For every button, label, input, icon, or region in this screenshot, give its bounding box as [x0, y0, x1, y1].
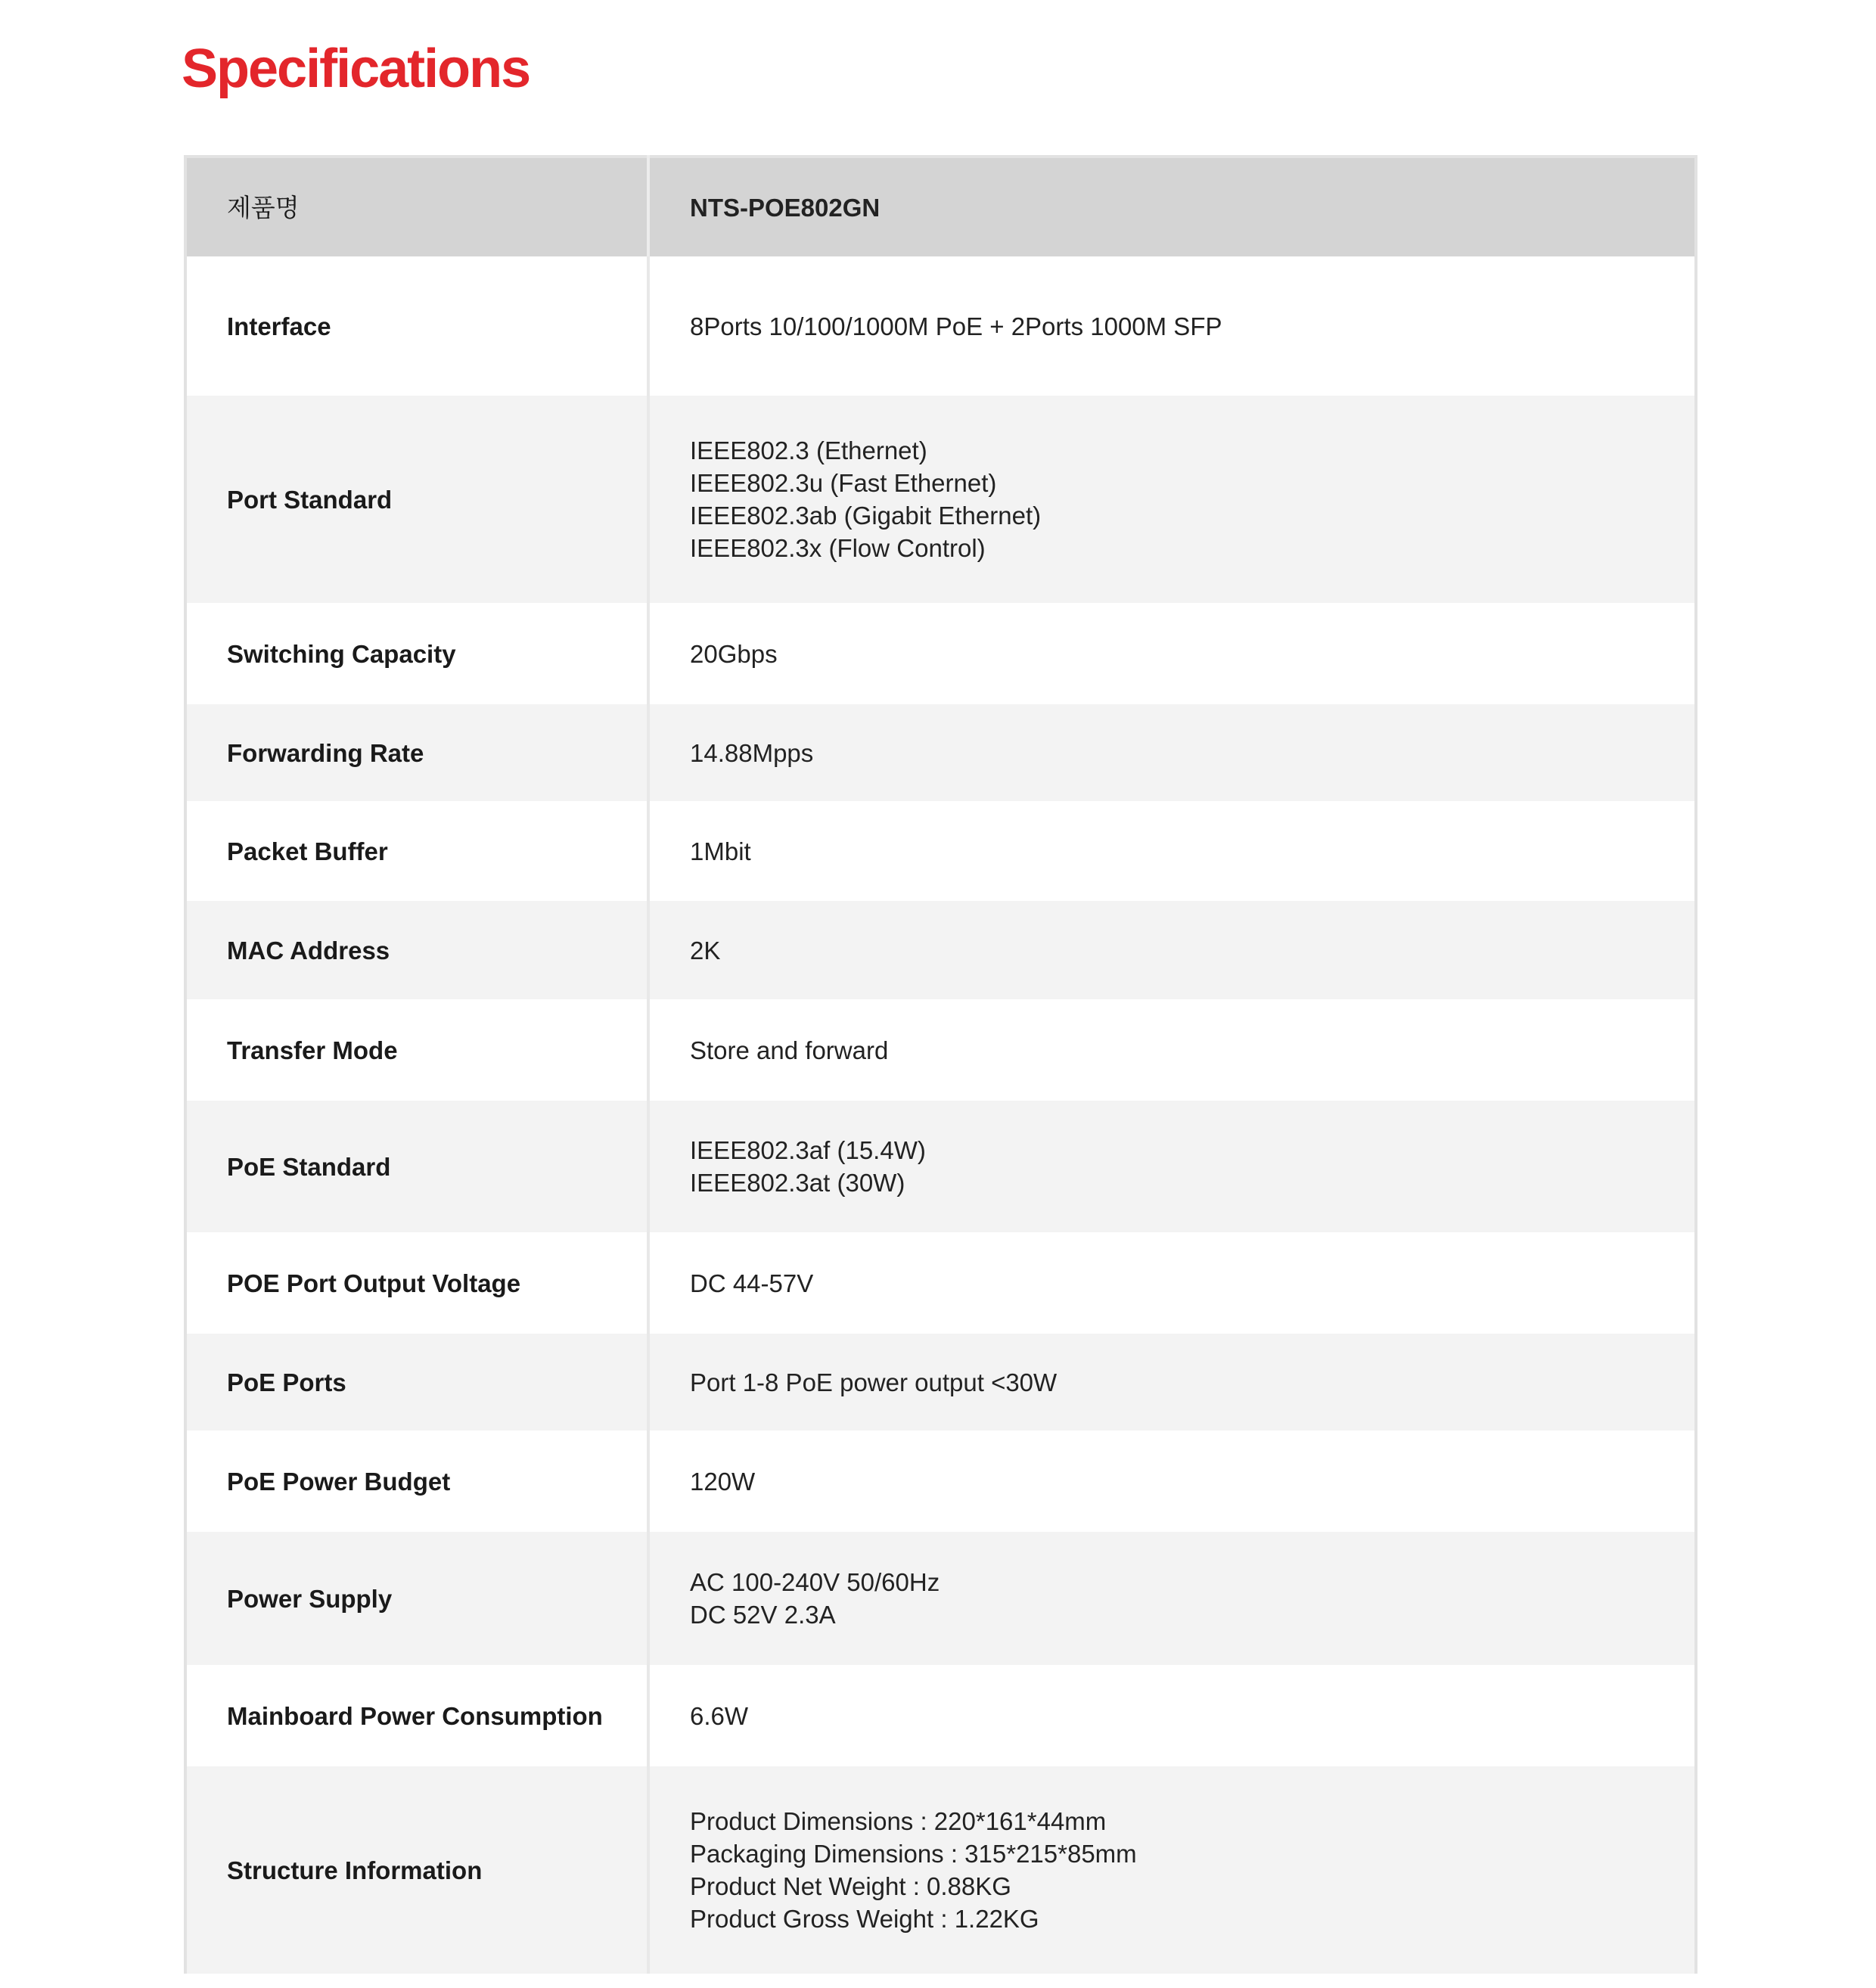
row-label: POE Port Output Voltage: [185, 1232, 648, 1334]
row-value: [648, 999, 1696, 1101]
table-row: [185, 1766, 1696, 1974]
table-row: [185, 256, 1696, 396]
row-value-line: IEEE802.3 (Ethernet): [690, 436, 927, 464]
table-row: [185, 1665, 1696, 1766]
table-row: [185, 801, 1696, 901]
row-value-line: Packaging Dimensions : 315*215*85mm: [690, 1840, 1137, 1868]
row-label: Port Standard: [185, 396, 648, 603]
table-row: [185, 704, 1696, 801]
table-header-row: [185, 157, 1696, 256]
row-label: Transfer Mode: [185, 999, 648, 1101]
row-value-line: AC 100-240V 50/60Hz: [690, 1568, 940, 1596]
row-label: PoE Ports: [185, 1334, 648, 1430]
row-value: [648, 1334, 1696, 1430]
header-label: 제품명: [185, 157, 648, 256]
row-value-line: DC 44-57V: [690, 1269, 814, 1297]
page-title: Specifications: [182, 39, 530, 99]
row-value: [648, 704, 1696, 801]
table-row: [185, 999, 1696, 1101]
table-row: [185, 1232, 1696, 1334]
row-value-line: IEEE802.3ab (Gigabit Ethernet): [690, 502, 1042, 530]
row-value: [648, 396, 1696, 603]
row-label: MAC Address: [185, 901, 648, 999]
table-row: [185, 603, 1696, 704]
row-value-line: 1Mbit: [690, 837, 751, 865]
header-model-value: NTS-POE802GN: [648, 157, 1696, 256]
row-value: [648, 1532, 1696, 1665]
row-label: Power Supply: [185, 1532, 648, 1665]
row-label: Switching Capacity: [185, 603, 648, 704]
row-label: PoE Standard: [185, 1101, 648, 1232]
row-value-line: 2K: [690, 936, 721, 964]
table-row: [185, 396, 1696, 603]
row-value: [648, 603, 1696, 704]
row-value-line: 8Ports 10/100/1000M PoE + 2Ports 1000M SFP: [690, 312, 1222, 340]
row-value-line: Port 1-8 PoE power output <30W: [690, 1368, 1058, 1396]
row-value-line: Product Dimensions : 220*161*44mm: [690, 1807, 1107, 1835]
row-value: [648, 1232, 1696, 1334]
row-value-line: IEEE802.3at (30W): [690, 1169, 905, 1197]
row-label: Interface: [185, 256, 648, 396]
row-value: [648, 1766, 1696, 1974]
table-row: [185, 1101, 1696, 1232]
row-label: Packet Buffer: [185, 801, 648, 901]
row-value-line: Store and forward: [690, 1036, 889, 1064]
row-value-line: IEEE802.3af (15.4W): [690, 1136, 926, 1164]
specifications-table-body: [185, 157, 1696, 1974]
row-value: [648, 1665, 1696, 1766]
table-row: [185, 1334, 1696, 1430]
row-value-line: 120W: [690, 1467, 756, 1496]
row-label: Mainboard Power Consumption: [185, 1665, 648, 1766]
row-value: [648, 1430, 1696, 1532]
row-label: Forwarding Rate: [185, 704, 648, 801]
row-value-line: DC 52V 2.3A: [690, 1601, 836, 1629]
specifications-table: [184, 155, 1697, 1974]
row-value-line: Product Net Weight : 0.88KG: [690, 1872, 1011, 1900]
row-value-line: 14.88Mpps: [690, 738, 814, 767]
row-value-line: IEEE802.3x (Flow Control): [690, 534, 986, 562]
row-value: [648, 1101, 1696, 1232]
row-value: [648, 256, 1696, 396]
table-row: [185, 1430, 1696, 1532]
row-value-line: 20Gbps: [690, 639, 778, 668]
row-value-line: 6.6W: [690, 1701, 749, 1730]
table-row: [185, 901, 1696, 999]
row-label: Structure Information: [185, 1766, 648, 1974]
row-value: [648, 801, 1696, 901]
row-value-line: Product Gross Weight : 1.22KG: [690, 1905, 1039, 1933]
row-value-line: IEEE802.3u (Fast Ethernet): [690, 469, 997, 497]
table-row: [185, 1532, 1696, 1665]
row-value: [648, 901, 1696, 999]
row-label: PoE Power Budget: [185, 1430, 648, 1532]
